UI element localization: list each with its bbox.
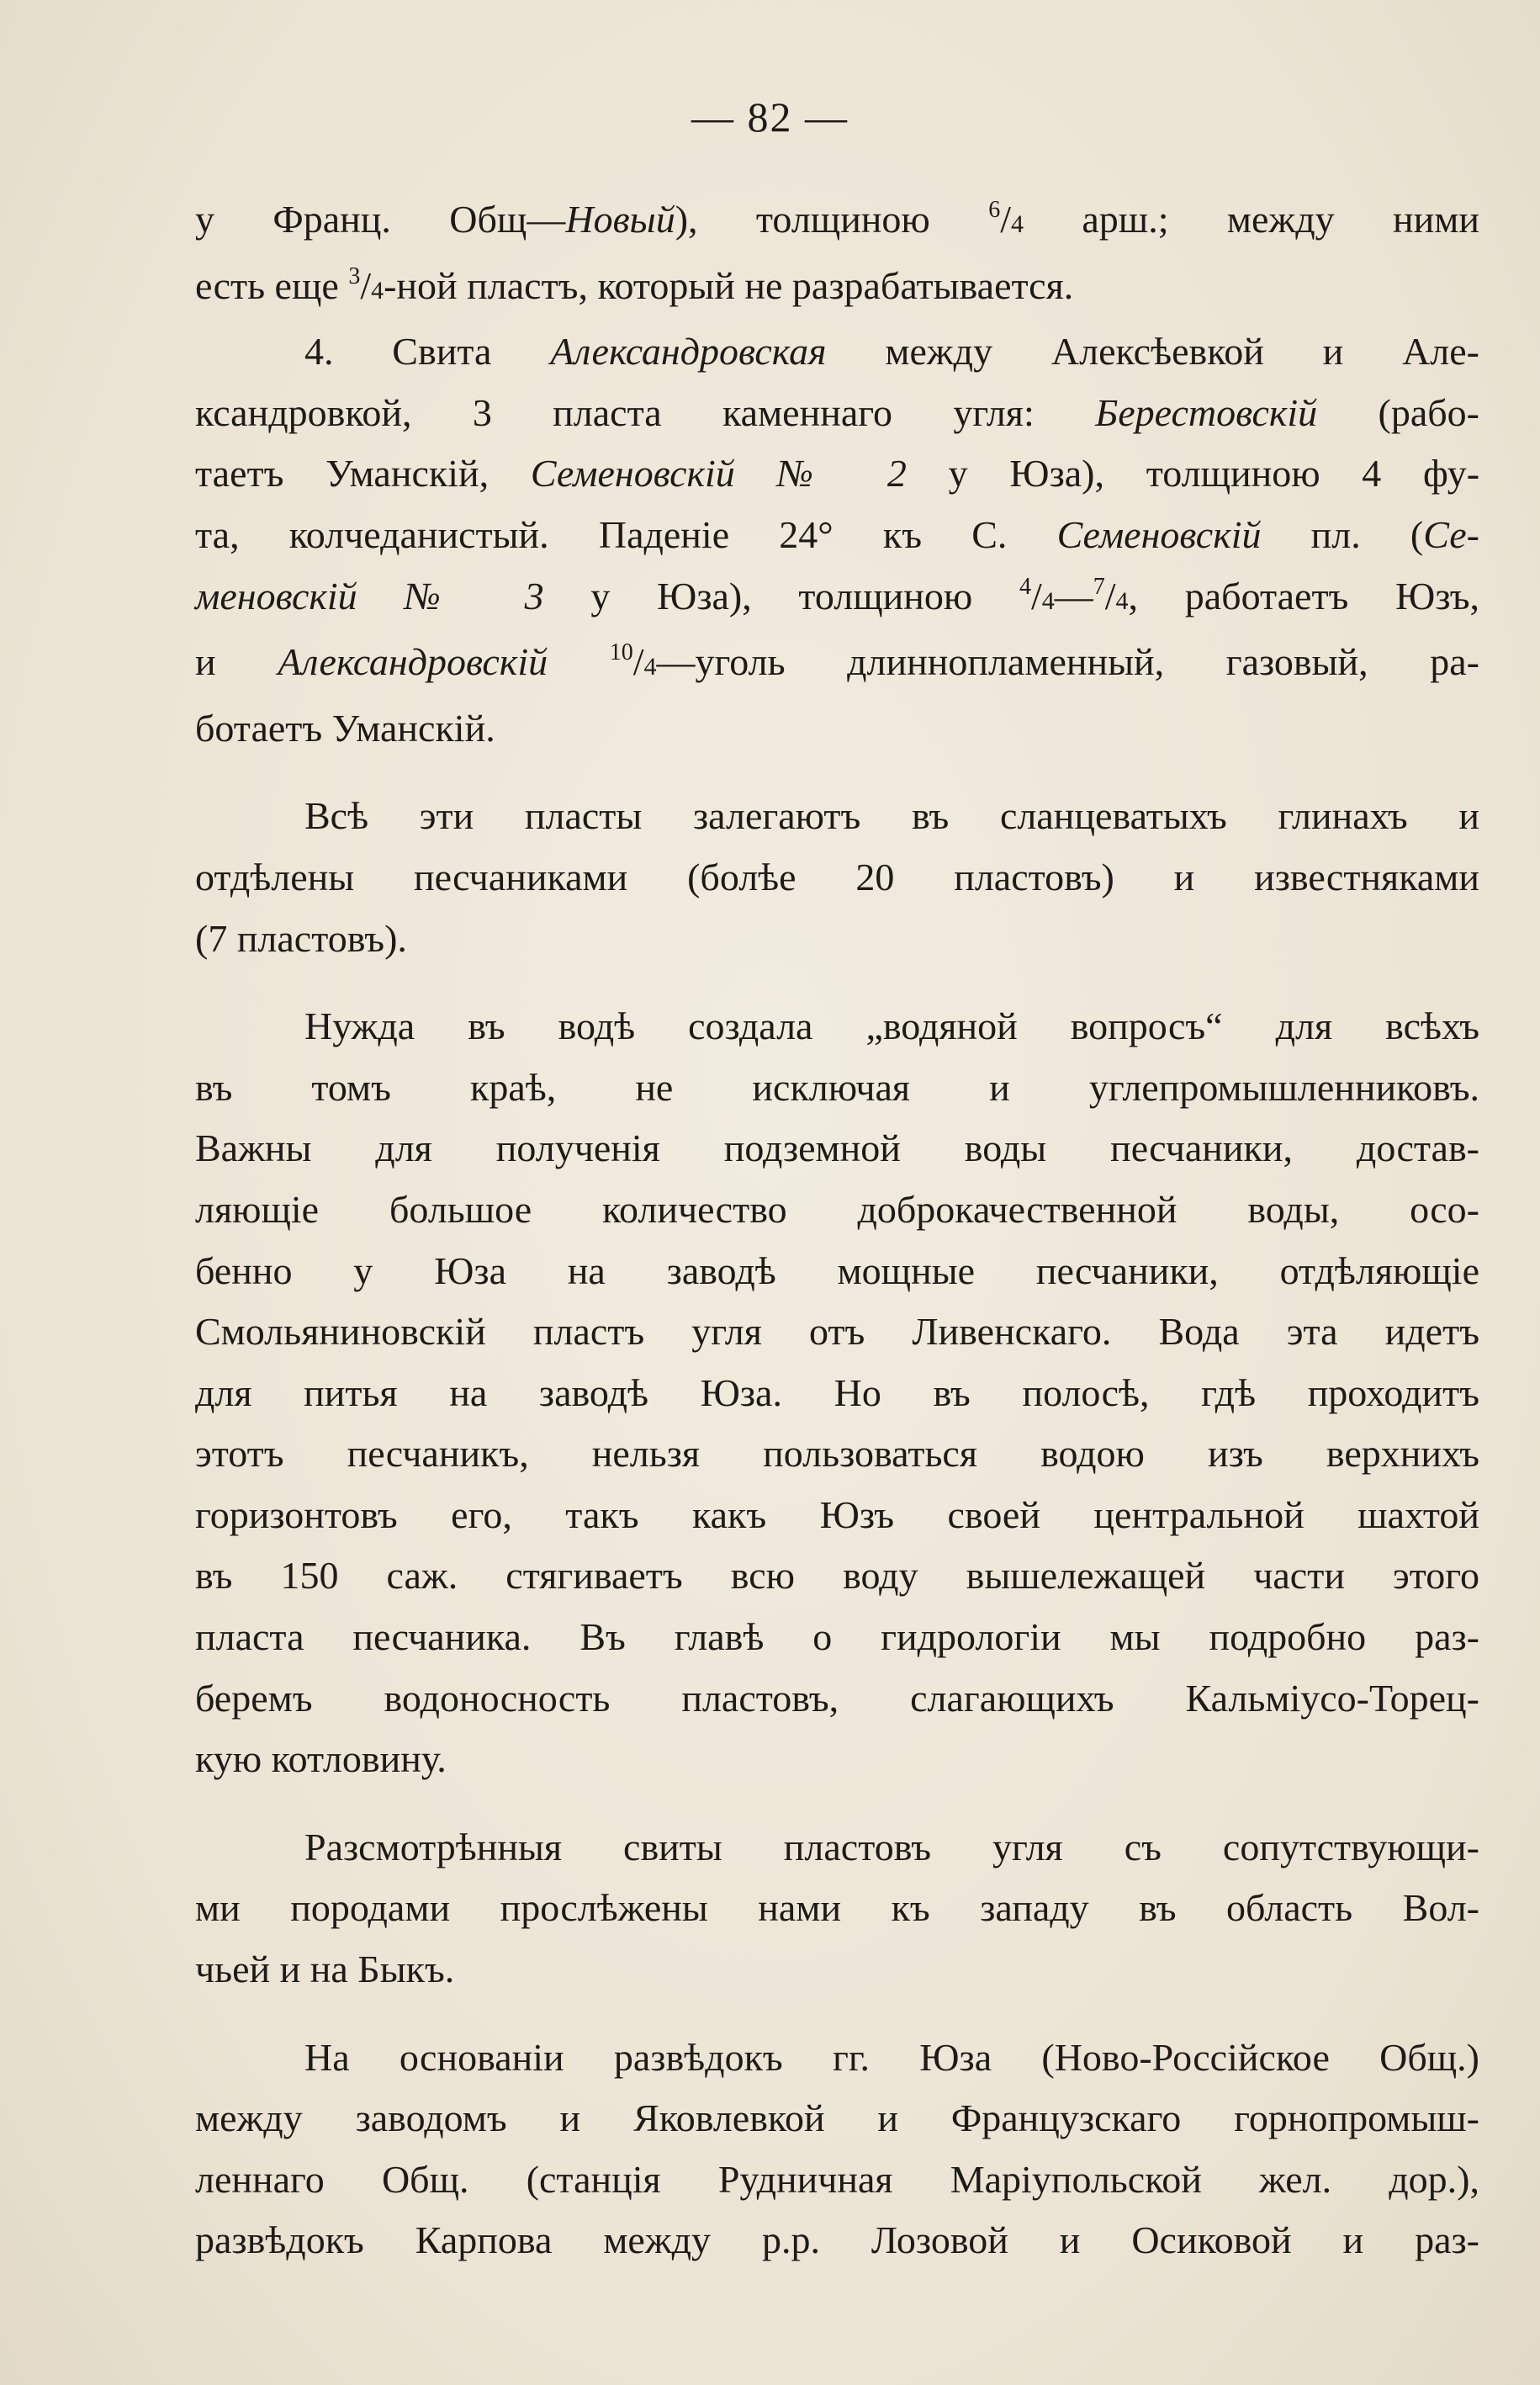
text-line: между заводомъ и Яковлевкой и Французскаго горнопромыш- [195,2096,1479,2140]
text-line: и Александровскій $^{10}$/4—уголь длиннопламенный, газовый, ра- [195,639,1479,684]
text-line: 4. Свита Александровская между Алексѣевкой и Але- [304,330,1479,374]
text-line: пласта песчаника. Въ главѣ о гидрологіи мы подробно раз- [195,1615,1479,1659]
text-line: ботаетъ Уманскій. [195,706,495,750]
text-line: (7 пластовъ). [195,916,407,960]
text-line: та, колчеданистый. Паденіе 24° къ С. Семеновскій пл. (Се- [195,512,1479,556]
text-line: въ томъ краѣ, не исключая и углепромышленниковъ. [195,1065,1479,1109]
text-line: леннаго Общ. (станція Рудничная Маріупольской жел. дор.), [195,2157,1479,2201]
text-line: у Франц. Общ—Новый), толщиною $^6$/4 арш.; между ними [195,197,1479,241]
paragraph-razvedki [195,2027,1479,2271]
page-number: — 82 — [691,93,849,140]
text-line: меновскій № 3 у Юза), толщиною $^4$/4—$^7$/4, работаетъ Юзъ, [195,573,1479,617]
text-line: ксандровкой, 3 пласта каменнаго угля: Берестовскій (рабо- [195,390,1479,434]
text-line: Нужда въ водѣ создала „водяной вопросъ“ для всѣхъ [304,1004,1479,1048]
text-line: Важны для полученія подземной воды песчаники, достав- [195,1126,1479,1170]
text-line: Разсмотрѣнныя свиты пластовъ угля съ сопутствующи- [304,1825,1479,1868]
text-line: кую котловину. [195,1737,447,1781]
paragraph-svity-proslezheny [195,1817,1479,2001]
text-line: На основаніи развѣдокъ гг. Юза (Ново-Россійское Общ.) [304,2035,1479,2079]
text-line: таетъ Уманскій, Семеновскій № 2 у Юза), толщиною 4 фу- [195,452,1480,496]
text-line: отдѣлены песчаниками (болѣе 20 пластовъ) и известняками [195,855,1479,898]
text-line: горизонтовъ его, такъ какъ Юзъ своей центральной шахтой [195,1492,1479,1536]
text-line: этотъ песчаникъ, нельзя пользоваться водою изъ верхнихъ [195,1432,1479,1476]
page-body [195,189,1479,2271]
text-line: ми породами прослѣжены нами къ западу въ область Вол- [195,1886,1479,1930]
paragraph-plasty [195,786,1479,969]
paragraph-continuation [195,189,1479,321]
text-line: чьей и на Быкъ. [195,1948,455,1991]
text-line: для питья на заводѣ Юза. Но въ полосѣ, гдѣ проходитъ [195,1370,1479,1414]
text-line: въ 150 саж. стягиваетъ всю воду вышележащей части этого [195,1554,1479,1598]
paragraph-svita-aleksandrovskaya [195,321,1479,759]
text-line: бенно у Юза на заводѣ мощные песчаники, отдѣляющіе [195,1248,1479,1292]
text-line: беремъ водоносность пластовъ, слагающихъ Кальміусо-Торец- [195,1676,1479,1720]
paragraph-vodyanoy-vopros [195,996,1479,1790]
text-line: Смольяниновскій пластъ угля отъ Ливенскаго. Вода эта идетъ [195,1310,1479,1354]
text-line: ляющіе большое количество доброкачественной воды, осо- [195,1187,1479,1231]
text-line: развѣдокъ Карпова между р.р. Лозовой и Осиковой и раз- [195,2218,1479,2262]
text-line: есть еще $^3$/4-ной пластъ, который не разрабатывается. [195,262,1074,307]
text-line: Всѣ эти пласты залегаютъ въ сланцеватыхъ глинахъ и [304,794,1479,838]
